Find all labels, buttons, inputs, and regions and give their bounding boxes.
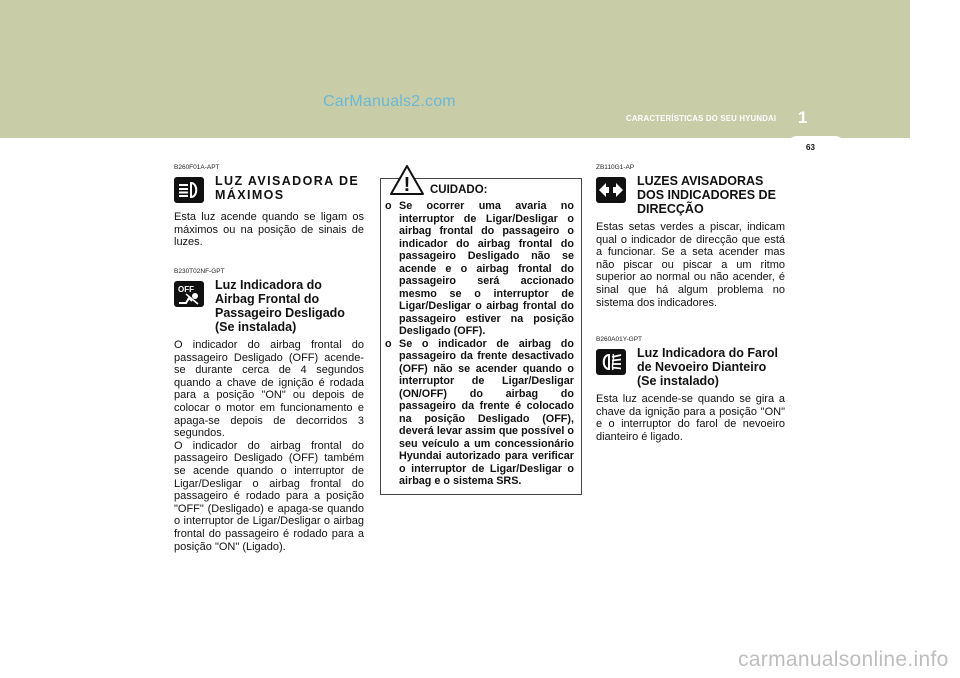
svg-text:!: ! <box>403 174 411 196</box>
section-code: B260F01A-APT <box>174 164 220 171</box>
section-high-beam <box>174 164 364 249</box>
page-number: 63 <box>806 143 815 152</box>
section-body: Esta luz acende-se quando se gira a chave da ignição para a posição "ON" e o interruptor do farol de nevoeiro dianteiro é ligado. <box>596 393 785 443</box>
caution-item <box>385 200 574 338</box>
caution-bullet: o <box>385 200 392 212</box>
caution-item-text: Se o indicador de airbag do passageiro da frente desactivado (OFF) não se acender quando o interruptor de Ligar/Desligar (ON/OFF) do airbag do passageiro da frente é colocado na posição Desligado (OFF), deverá levar assim que possível o seu veículo a um concessionário Hyundai autorizado para verificar o interruptor de Ligar/Desligar o airbag e o sistema SRS. <box>399 337 574 487</box>
section-airbag-off <box>174 268 364 553</box>
section-body: O indicador do airbag frontal do passageiro Desligado (OFF) acende-se durante cerca de 4 segundos quando a chave de ignição é rodada para a posição "ON" ou depois de colocar o motor em funcionamento e apaga-se depois de decorridos 3 segundos. <box>174 339 364 440</box>
high-beam-icon <box>174 177 204 203</box>
watermark-link[interactable]: CarManuals2.com <box>323 93 456 110</box>
section-title: Luz Indicadora do Farol de Nevoeiro Dianteiro (Se instalado) <box>637 346 778 388</box>
turn-signal-icon <box>596 177 626 203</box>
section-body-continued: O indicador do airbag frontal do passageiro Desligado (OFF) também se acende quando o interruptor de Ligar/Desligar o airbag frontal do passageiro é rodado para a posição "OFF" (Desligado) e apaga-se quando o interruptor de Ligar/Desligar o airbag frontal do passageiro é rodado para a posição "ON" (Ligado). <box>174 439 364 553</box>
section-title: LUZ AVISADORA DE MÁXIMOS <box>215 174 360 202</box>
caution-list <box>385 200 574 488</box>
section-body: Estas setas verdes a piscar, indicam qual o indicador de direcção que está a funcionar. Se a seta acender mas não piscar ou piscar a um ritmo superior ao normal ou não acender, é sinal que há algum problema no sistema dos indicadores. <box>596 221 785 309</box>
section-code: ZB110G1-AP <box>596 164 635 171</box>
section-turn-signal <box>596 164 785 309</box>
chapter-number: 1 <box>798 108 808 127</box>
caution-label: CUIDADO: <box>430 184 488 196</box>
footer-watermark[interactable]: carmanualsonline.info <box>738 648 949 671</box>
section-code: B260A01Y-GPT <box>596 336 643 343</box>
caution-item <box>385 338 574 488</box>
section-code: B230T02NF-GPT <box>174 268 225 275</box>
chapter-title: CARACTERÍSTICAS DO SEU HYUNDAI <box>626 114 777 123</box>
airbag-off-icon <box>174 281 204 307</box>
warning-triangle-icon <box>389 164 425 196</box>
caution-item-text: Se ocorrer uma avaria no interruptor de Ligar/Desligar o airbag frontal do passageiro o indicador do airbag frontal do passageiro Desligado não se acende e o airbag frontal do passageiro será accionado mesmo se o interruptor de Ligar/Desligar o airbag frontal do passageiro estiver na posição Desligado (OFF). <box>399 200 574 337</box>
section-title: LUZES AVISADORAS DOS INDICADORES DE DIRECÇÃO <box>637 174 776 216</box>
page-number-tab <box>787 136 845 156</box>
section-front-fog-light <box>596 336 785 443</box>
front-fog-light-icon <box>596 349 626 375</box>
caution-bullet: o <box>385 337 392 350</box>
section-body: Esta luz acende quando se ligam os máximos ou na posição de sinais de luzes. <box>174 211 364 249</box>
airbag-off-icon-text: OFF <box>178 285 194 294</box>
section-title: Luz Indicadora do Airbag Frontal do Passageiro Desligado (Se instalada) <box>215 278 345 334</box>
